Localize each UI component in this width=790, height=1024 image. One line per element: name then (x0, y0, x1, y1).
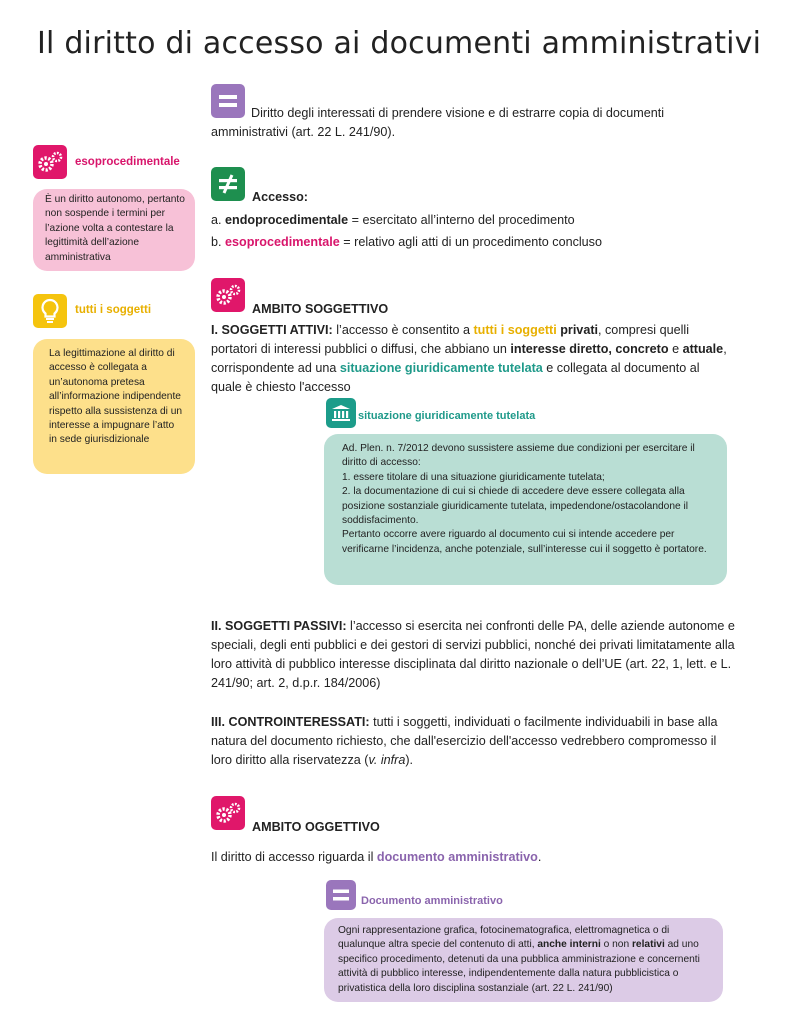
gears-icon (33, 145, 67, 179)
ambito-oggettivo-text: Il diritto di accesso riguarda il documento amministrativo. (211, 850, 542, 864)
controinteressati: III. CONTROINTERESSATI: tutti i soggetti, individuati o facilmente individuabili in base alla natura del documento richiesto, che dall'esercizio dell'accesso vedrebbero compromesso il loro diritto alla riservatezza (v. infra). (211, 715, 718, 767)
access-heading: Accesso: (252, 190, 309, 204)
page-title: Il diritto di accesso ai documenti amministrativi (37, 26, 762, 61)
gears-icon (211, 796, 245, 830)
gears-icon (211, 278, 245, 312)
eso-label: esoprocedimentale (75, 156, 180, 168)
documento-note: Ogni rappresentazione grafica, fotocinematografica, elettromagnetica o di qualunque altra specie del contenuto di atti, anche interni o non relativi ad uno specifico procedimento, detenuti da una pubblica amministrazione e concernenti attività di pubblico interesse, indipendentemente dalla natura pubblicistica o privatistica della loro disciplina sostanziale (art. 22 L. 241/90) (324, 918, 723, 1002)
equals-icon (326, 880, 356, 910)
soggetti-passivi: II. SOGGETTI PASSIVI: l’accesso si esercita nei confronti delle PA, delle aziende autonome e speciali, degli enti pubblici e dei gestori di servizi pubblici, nonché dei privati limitatamente alla loro attività di pubblico interesse disciplinata dal diritto nazionale o dell’UE (art. 22, 1, lett. e L. 241/90; art. 2, d.p.r. 184/2006) (211, 619, 735, 690)
documento-label: Documento amministrativo (361, 895, 503, 907)
access-b: b. esoprocedimentale = relativo agli atti di un procedimento concluso (211, 235, 602, 249)
ambito-soggettivo-heading: AMBITO SOGGETTIVO (252, 302, 389, 316)
not-equal-icon (211, 167, 245, 201)
lightbulb-icon (33, 294, 67, 328)
soggetti-attivi: I. SOGGETTI ATTIVI: l’accesso è consentito a tutti i soggetti privati, compresi quelli portatori di interessi pubblici o diffusi, che abbiano un interesse diretto, concreto e attuale, corrispondente ad una situazione giuridicamente tutelata e collegata al documento al quale è chiesto l'accesso (211, 323, 727, 394)
ambito-oggettivo-heading: AMBITO OGGETTIVO (252, 820, 380, 834)
tutti-label: tutti i soggetti (75, 304, 152, 316)
situazione-note: Ad. Plen. n. 7/2012 devono sussistere assieme due condizioni per esercitare il diritto di accesso: 1. essere titolare di una situazione giuridicamente tutelata; 2. la documentazione di cui si chiede di accedere deve essere collegata alla posizione sostanziale giuridicamente tutelata, impedendone/ostacolandone il soddisfacimento. Pertanto occorre avere riguardo al documento cui si intende accedere per verificarne l’incidenza, anche potenziale, sull’interesse cui il soggetto è portatore. (324, 434, 727, 585)
access-a: a. endoprocedimentale = esercitato all’interno del procedimento (211, 213, 575, 227)
tutti-note: La legittimazione al diritto di accesso è collegata a un’autonoma pretesa all’informazione indipendente rispetto alla sussistenza di un interesse a impugnare l’atto in sede giurisdizionale (33, 339, 195, 474)
definition-text: Diritto degli interessati di prendere visione e di estrarre copia di documenti amministrativi (art. 22 L. 241/90). (211, 106, 665, 139)
eso-note: È un diritto autonomo, pertanto non sospende i termini per l’azione volta a contestare la legittimità dell’azione amministrativa (33, 189, 195, 271)
institution-icon (326, 398, 356, 428)
situazione-label: situazione giuridicamente tutelata (358, 410, 536, 422)
